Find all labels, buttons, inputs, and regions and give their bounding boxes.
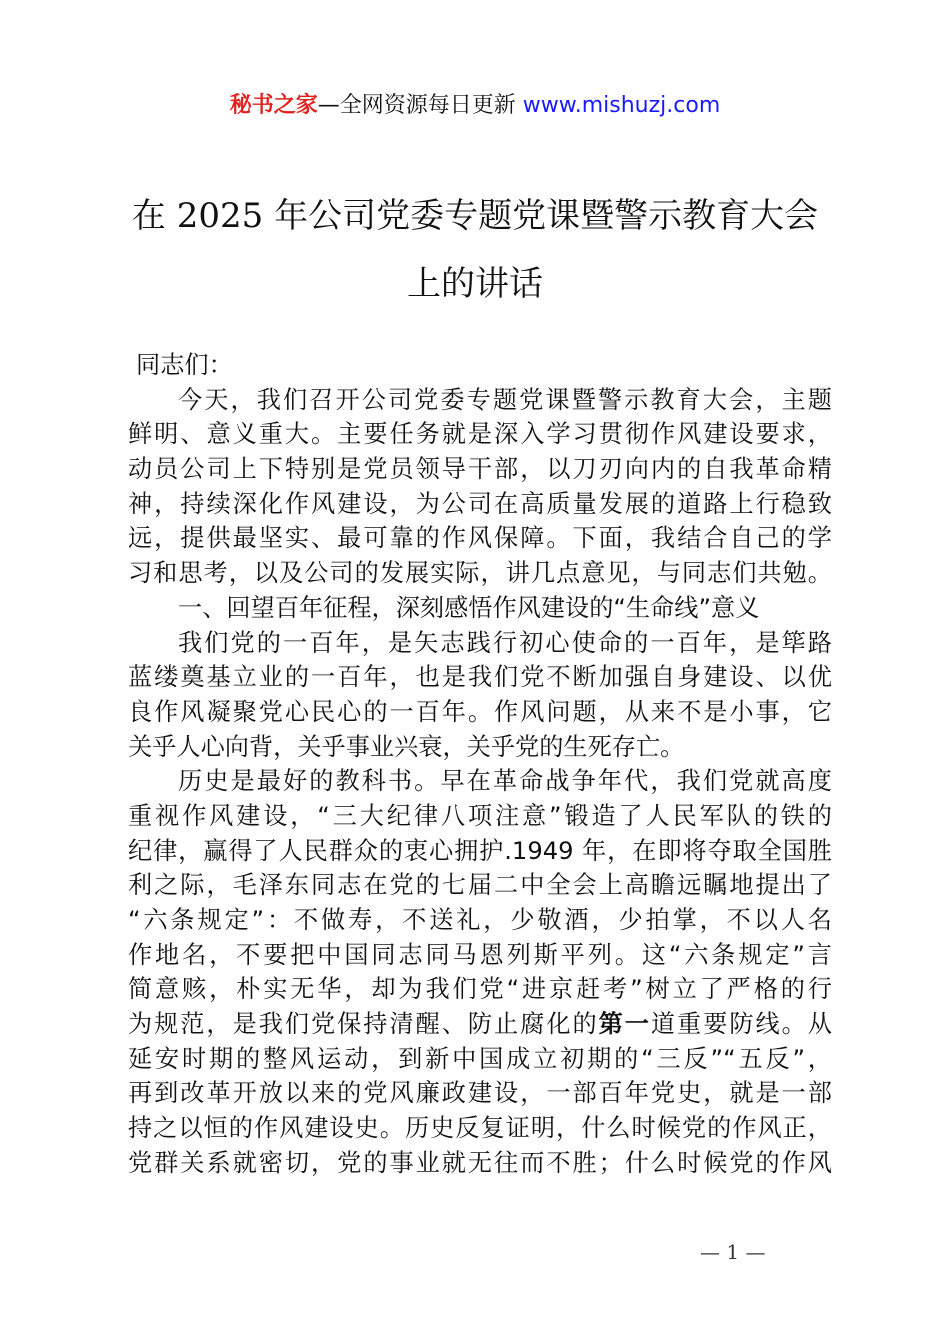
text-line: 持之以恒的作风建设史。历史反复证明，什么时候党的作风正， [128,1114,832,1143]
text-line: 远，提供最坚实、最可靠的作风保障。下面，我结合自己的学 [128,524,832,553]
document-title-line-1: 在 2025 年公司党委专题党课暨警示教育大会 [131,196,819,236]
text-line: 简意赅，朴实无华，却为我们党“进京赶考”树立了严格的行 [128,975,832,1004]
text-line: 习和思考，以及公司的发展实际，讲几点意见，与同志们共勉。 [128,559,832,588]
site-url-link[interactable]: www.mishuzj.com [522,93,721,118]
text-line: 历史是最好的教科书。早在革命战争年代，我们党就高度 [178,767,832,796]
page-number: — 1 — [700,1240,766,1264]
text-line: 今天，我们召开公司党委专题党课暨警示教育大会，主题 [178,385,832,414]
text-line: 鲜明、意义重大。主要任务就是深入学习贯彻作风建设要求， [128,420,832,449]
text-line: 利之际，毛泽东同志在党的七届二中全会上高瞻远瞩地提出了 [128,871,832,900]
document-title-line-2: 上的讲话 [407,264,543,304]
text-line: 动员公司上下特别是党员领导干部，以刀刃向内的自我革命精 [128,455,832,484]
brand-name: 秘书之家 [229,93,318,118]
header-slogan: —全网资源每日更新 [317,93,523,118]
text-line: 我们党的一百年，是矢志践行初心使命的一百年，是筚路 [178,628,832,657]
text-line: 延安时期的整风运动，到新中国成立初期的“三反”“五反”， [128,1044,832,1073]
text-line: 神，持续深化作风建设，为公司在高质量发展的道路上行稳致 [128,489,832,518]
text-segment: 道重要防线。从 [650,1010,832,1039]
text-segment: 为规范，是我们党保持清醒、防止腐化的 [128,1010,599,1039]
text-line [128,1007,832,1042]
text-line: 纪律，赢得了人民群众的衷心拥护.1949 年，在即将夺取全国胜 [128,836,832,865]
text-line: 党群关系就密切，党的事业就无往而不胜；什么时候党的作风 [128,1148,832,1177]
text-line: 蓝缕奠基立业的一百年，也是我们党不断加强自身建设、以优 [128,663,832,692]
document-body [128,348,832,1181]
text-line: 重视作风建设，“三大纪律八项注意”锻造了人民军队的铁的 [128,801,832,830]
salutation: 同志们： [136,351,233,379]
text-line: “六条规定”：不做寿，不送礼，少敬酒，少拍掌，不以人名 [128,906,832,934]
text-line: 关乎人心向背，关乎事业兴衰，关乎党的生死存亡。 [128,732,685,761]
text-line: 作地名，不要把中国同志同马恩列斯平列。这“六条规定”言 [128,940,832,969]
bold-text: 第一 [598,1010,651,1039]
text-line: 良作风凝聚党心民心的一百年。作风问题，从来不是小事，它 [128,697,832,726]
text-line: 再到改革开放以来的党风廉政建设，一部百年党史，就是一部 [128,1079,832,1108]
site-header [0,88,950,119]
text-line: 一、回望百年征程，深刻感悟作风建设的“生命线”意义 [178,593,760,622]
